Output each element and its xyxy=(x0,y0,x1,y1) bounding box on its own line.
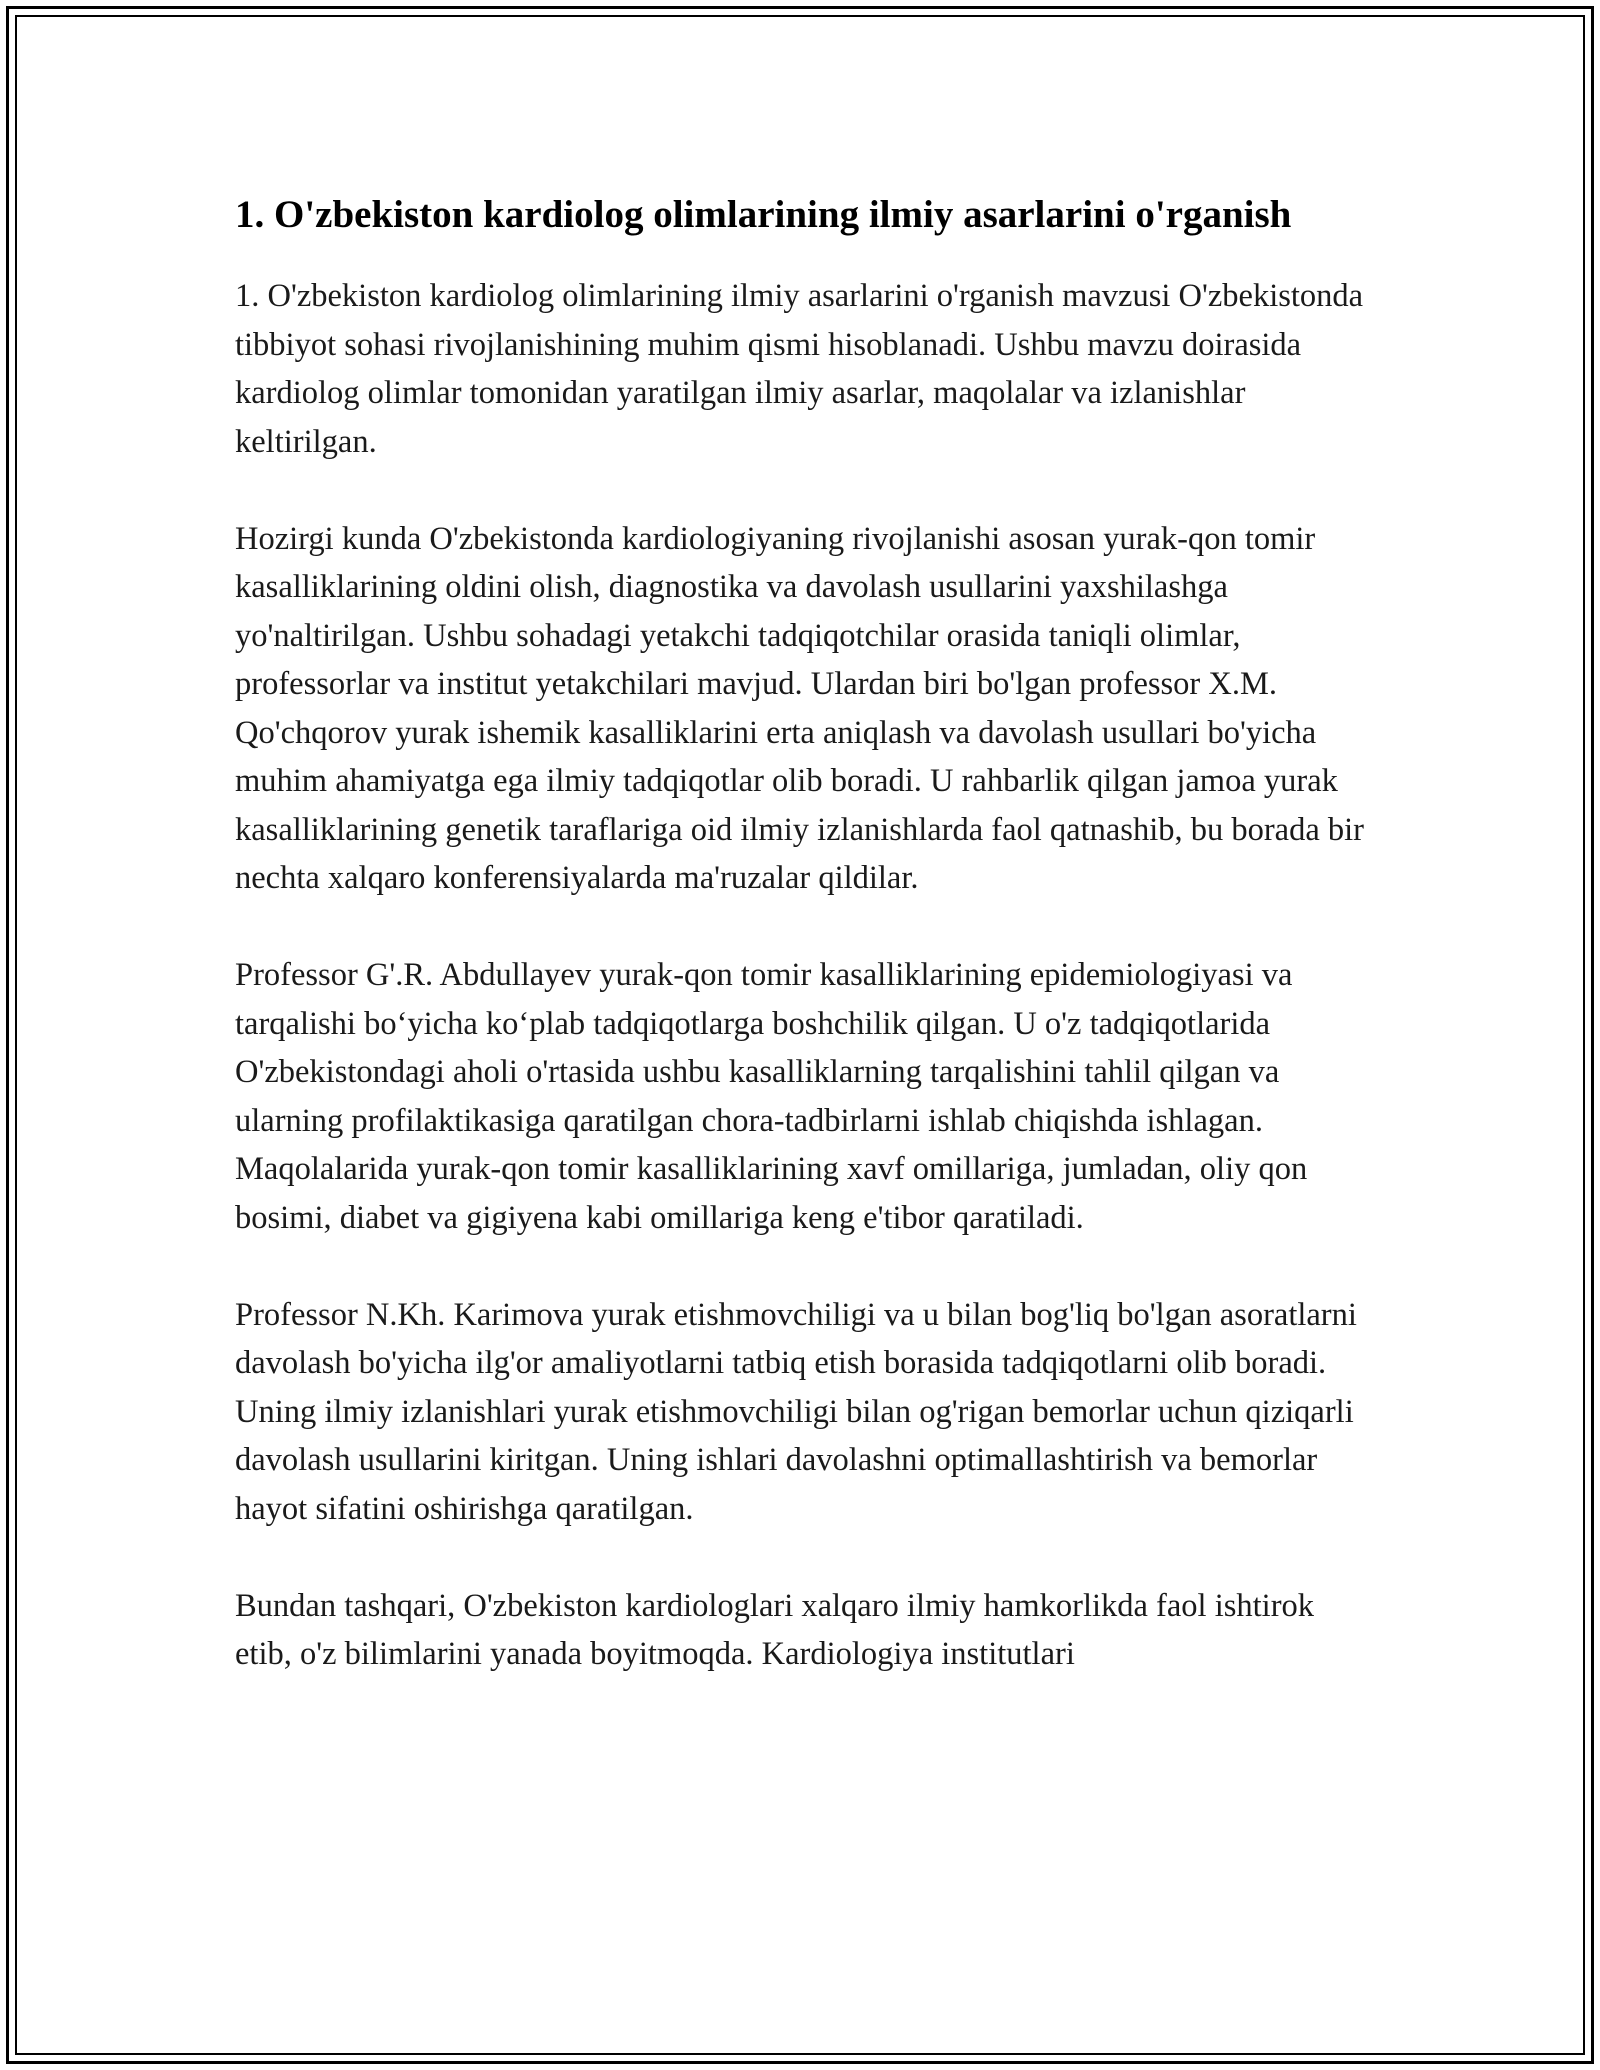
document-body xyxy=(235,188,1370,1727)
paragraph-intro: 1. O'zbekiston kardiolog olimlarining ilmiy asarlarini o'rganish mavzusi O'zbekistonda tibbiyot sohasi rivojlanishining muhim qismi hisoblanadi. Ushbu mavzu doirasida kardiolog olimlar tomonidan yaratilgan ilmiy asarlar, maqolalar va izlanishlar keltirilgan. xyxy=(235,278,1364,460)
paragraph-international-cooperation: Bundan tashqari, O'zbekiston kardiologlari xalqaro ilmiy hamkorlikda faol ishtirok etib, o'z bilimlarini yanada boyitmoqda. Kardiologiya institutlari xyxy=(235,1587,1315,1672)
paragraph-abdullayev: Professor G'.R. Abdullayev yurak-qon tomir kasalliklarining epidemiologiyasi va tarqalishi bo‘yicha ko‘plab tadqiqotlarga boshchilik qilgan. U o'z tadqiqotlarida O'zbekistondagi aholi o'rtasida ushbu kasalliklarning tarqalishini tahlil qilgan va ularning profilaktikasiga qaratilgan chora-tadbirlarni ishlab chiqishda ishlagan. Maqolalarida yurak-qon tomir kasalliklarining xavf omillariga, jumladan, oliy qon bosimi, diabet va gigiyena kabi omillariga keng e'tibor qaratiladi. xyxy=(235,957,1308,1236)
document-title: 1. O'zbekiston kardiolog olimlarining ilmiy asarlarini o'rganish xyxy=(235,193,1292,236)
paragraph-karimova: Professor N.Kh. Karimova yurak etishmovchiligi va u bilan bog'liq bo'lgan asoratlarni davolash bo'yicha ilg'or amaliyotlarni tatbiq etish borasida tadqiqotlarni olib boradi. Uning ilmiy izlanishlari yurak etishmovchiligi bilan og'rigan bemorlar uchun qiziqarli davolash usullarini kiritgan. Uning ishlari davolashni optimallashtirish va bemorlar hayot sifatini oshirishga qaratilgan. xyxy=(235,1296,1357,1527)
paragraph-current-cardiology: Hozirgi kunda O'zbekistonda kardiologiyaning rivojlanishi asosan yurak-qon tomir kasalliklarining oldini olish, diagnostika va davolash usullarini yaxshilashga yo'naltirilgan. Ushbu sohadagi yetakchi tadqiqotchilar orasida taniqli olimlar, professorlar va institut yetakchilari mavjud. Ulardan biri bo'lgan professor X.M. Qo'chqorov yurak ishemik kasalliklarini erta aniqlash va davolash usullari bo'yicha muhim ahamiyatga ega ilmiy tadqiqotlar olib boradi. U rahbarlik qilgan jamoa yurak kasalliklarining genetik taraflariga oid ilmiy izlanishlarda faol qatnashib, bu borada bir nechta xalqaro konferensiyalarda ma'ruzalar qildilar. xyxy=(235,520,1365,896)
